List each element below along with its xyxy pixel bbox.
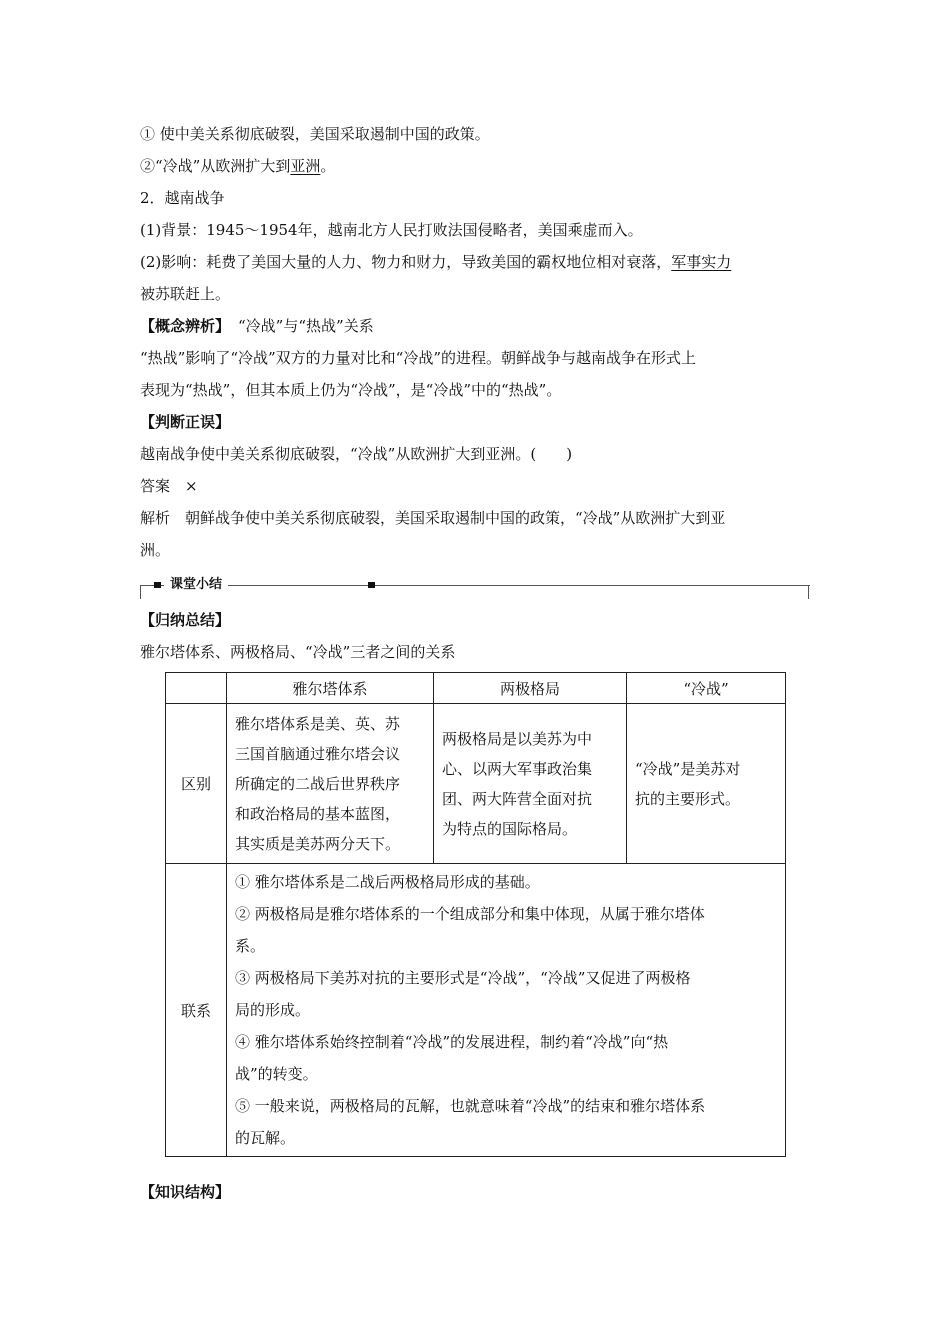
table-header-cell: 两极格局 <box>434 673 627 704</box>
cell-line: 团、两大阵营全面对抗 <box>442 789 593 808</box>
cell-line: ③ 两极格局下美苏对抗的主要形式是“冷战”，“冷战”又促进了两极格 <box>235 969 691 987</box>
cell-line: 心、以两大军事政治集 <box>442 759 593 778</box>
structure-tag: 【知识结构】 <box>140 1183 231 1201</box>
section-label: 课堂小结 <box>164 577 228 593</box>
cell-line: 的瓦解。 <box>235 1129 296 1147</box>
judge-tag: 【判断正误】 <box>140 413 231 431</box>
cell-lines <box>627 752 785 816</box>
summary-intro: 雅尔塔体系、两极格局、“冷战”三者之间的关系 <box>140 643 456 661</box>
answer-text: 答案 × <box>140 477 198 495</box>
concept-tag: 【概念辨析】 <box>140 317 231 335</box>
cell-line: ① 雅尔塔体系是二战后两极格局形成的基础。 <box>235 873 540 891</box>
table-cell <box>627 704 786 864</box>
table-header-row <box>166 673 786 704</box>
table-cell <box>227 704 434 864</box>
cell-lines <box>227 864 785 1156</box>
cell-line: “冷战”是美苏对 <box>635 759 741 778</box>
cell-line: ② 两极格局是雅尔塔体系的一个组成部分和集中体现，从属于雅尔塔体 <box>235 905 705 923</box>
section-divider <box>140 577 812 601</box>
cell-line: ⑤ 一般来说，两极格局的瓦解，也就意味着“冷战”的结束和雅尔塔体系 <box>235 1097 706 1115</box>
comparison-table <box>165 672 786 1157</box>
text-span: (2)影响：耗费了美国大量的人力、物力和财力，导致美国的霸权地位相对衰落， <box>140 253 672 271</box>
text-line: 被苏联赶上。 <box>140 285 231 303</box>
concept-title: “冷战”与“热战”关系 <box>238 317 374 335</box>
text-line <box>140 252 731 272</box>
table-cell <box>227 864 786 1157</box>
cell-line: 局的形成。 <box>235 1001 311 1019</box>
divider-left-tick <box>140 585 142 599</box>
divider-marker-icon <box>368 582 375 588</box>
summary-tag: 【归纳总结】 <box>140 611 231 629</box>
row-label: 区别 <box>166 704 227 864</box>
text-span: ②“冷战”从欧洲扩大到 <box>140 157 291 175</box>
cell-line: 系。 <box>235 937 266 955</box>
cell-line: ④ 雅尔塔体系始终控制着“冷战”的发展进程，制约着“冷战”向“热 <box>235 1033 669 1051</box>
table-cell <box>434 704 627 864</box>
text-line: 表现为“热战”，但其本质上仍为“冷战”，是“冷战”中的“热战”。 <box>140 381 562 399</box>
text-span: 。 <box>320 157 336 175</box>
row-label: 联系 <box>166 864 227 1157</box>
cell-line: 其实质是美苏两分天下。 <box>235 834 401 853</box>
text-line: (1)背景：1945～1954年，越南北方人民打败法国侵略者，美国乘虚而入。 <box>140 221 643 239</box>
table-header-cell: 雅尔塔体系 <box>227 673 434 704</box>
cell-lines <box>434 722 626 846</box>
text-line <box>140 156 335 176</box>
table-header-cell: “冷战” <box>627 673 786 704</box>
analysis-text: 解析 朝鲜战争使中美关系彻底破裂，美国采取遏制中国的政策，“冷战”从欧洲扩大到亚 <box>140 509 726 527</box>
question-text: 越南战争使中美关系彻底破裂，“冷战”从欧洲扩大到亚洲。( ) <box>140 445 573 463</box>
analysis-text: 洲。 <box>140 541 171 559</box>
cell-line: 三国首脑通过雅尔塔会议 <box>235 744 401 763</box>
divider-rule <box>140 585 810 587</box>
concept-heading <box>140 316 374 336</box>
underlined-term: 军事实力 <box>671 253 732 271</box>
table-header-cell <box>166 673 227 704</box>
underlined-term: 亚洲 <box>290 157 321 175</box>
subheading: 2．越南战争 <box>140 189 225 207</box>
table-row <box>166 704 786 864</box>
cell-line: 为特点的国际格局。 <box>442 819 578 838</box>
cell-line: 战”的转变。 <box>235 1065 318 1083</box>
divider-marker-icon <box>154 582 161 588</box>
cell-line: 和政治格局的基本蓝图， <box>235 804 401 823</box>
text-line: ① 使中美关系彻底破裂，美国采取遏制中国的政策。 <box>140 125 490 143</box>
cell-lines <box>227 707 433 861</box>
divider-right-tick <box>808 585 810 599</box>
cell-line: 两极格局是以美苏为中 <box>442 729 593 748</box>
cell-line: 所确定的二战后世界秩序 <box>235 774 401 793</box>
table-row <box>166 864 786 1157</box>
cell-line: 抗的主要形式。 <box>635 789 741 808</box>
text-line: “热战”影响了“冷战”双方的力量对比和“冷战”的进程。朝鲜战争与越南战争在形式上 <box>140 349 697 367</box>
cell-line: 雅尔塔体系是美、英、苏 <box>235 714 401 733</box>
